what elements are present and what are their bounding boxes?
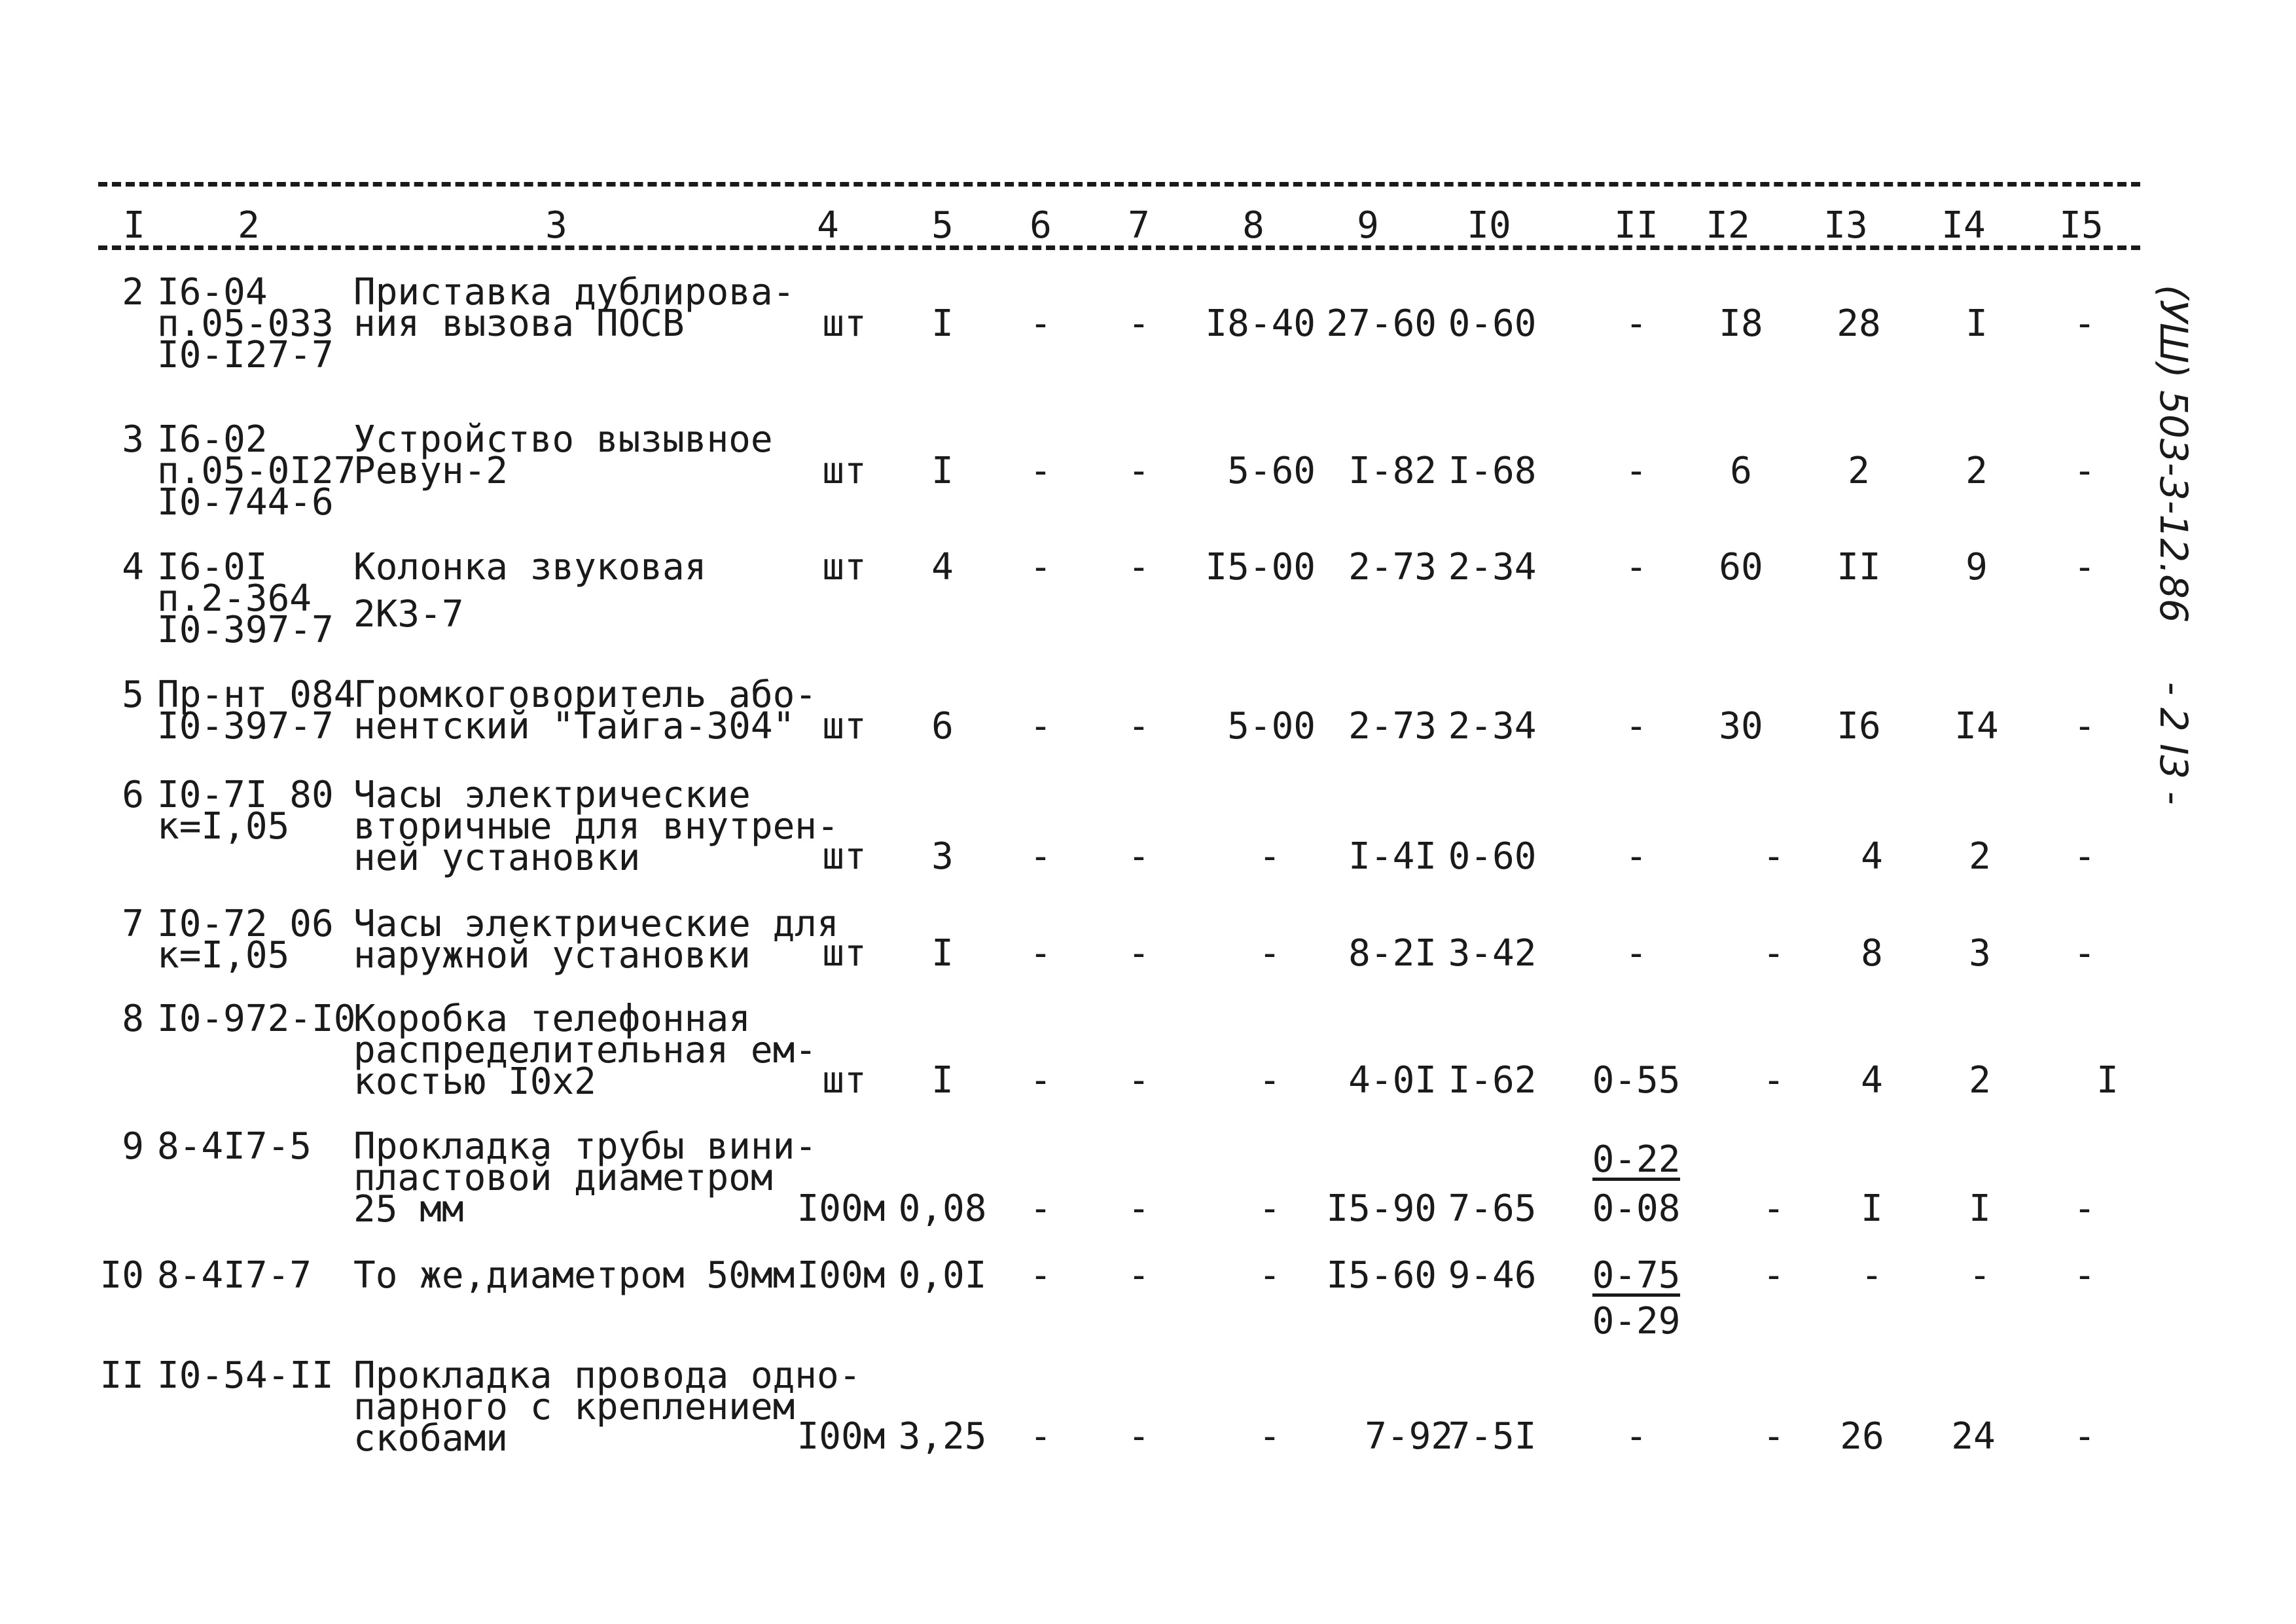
col7-cell: - bbox=[1128, 705, 1150, 748]
price-code: I0-744-6 bbox=[157, 481, 334, 524]
col11-fraction-bottom: 0-08 bbox=[1592, 1187, 1681, 1230]
col9-cell: I5-60 bbox=[1326, 1254, 1437, 1297]
price-code: 8-4I7-7 bbox=[157, 1254, 312, 1297]
header-col-13: I3 bbox=[1823, 204, 1868, 247]
unit-cell: шт bbox=[822, 932, 867, 975]
col6-cell: - bbox=[1030, 1254, 1052, 1297]
unit-cell: шт bbox=[822, 450, 867, 492]
header-col-15: I5 bbox=[2059, 204, 2104, 247]
col10-cell: 0-60 bbox=[1448, 302, 1537, 345]
col8-cell: - bbox=[1259, 932, 1281, 975]
col6-cell: - bbox=[1030, 1059, 1052, 1102]
qty-cell: I bbox=[931, 1059, 954, 1102]
col11-cell: - bbox=[1625, 546, 1647, 588]
col12-cell: - bbox=[1763, 1415, 1785, 1458]
price-code: I0-7I 80 bbox=[157, 774, 334, 816]
qty-cell: 4 bbox=[931, 546, 954, 588]
col14-cell: 3 bbox=[1969, 932, 1991, 975]
item-name: 25 мм bbox=[353, 1188, 464, 1231]
price-code: I6-04 bbox=[157, 271, 268, 314]
header-col-11: II bbox=[1614, 204, 1659, 247]
header-col-1: I bbox=[123, 204, 145, 247]
header-col-3: 3 bbox=[545, 204, 567, 247]
item-name: распределительная ем- bbox=[353, 1029, 817, 1072]
col9-cell: 7-92 bbox=[1365, 1415, 1453, 1458]
col7-cell: - bbox=[1128, 450, 1150, 492]
qty-cell: I bbox=[931, 450, 954, 492]
col15-cell: I bbox=[2096, 1059, 2119, 1102]
col8-cell: - bbox=[1259, 1059, 1281, 1102]
item-name: Часы электрические для bbox=[353, 903, 839, 945]
price-code: п.2-364 bbox=[157, 577, 312, 620]
col13-cell: 28 bbox=[1837, 302, 1881, 345]
col6-cell: - bbox=[1030, 450, 1052, 492]
col13-cell: 4 bbox=[1861, 1059, 1883, 1102]
row-number: 2 bbox=[122, 271, 144, 314]
item-name: Прокладка провода одно- bbox=[353, 1354, 861, 1397]
col7-cell: - bbox=[1128, 1415, 1150, 1458]
col10-cell: 0-60 bbox=[1448, 835, 1537, 878]
col11-fraction-top bbox=[1571, 1254, 1702, 1297]
col8-cell: 5-00 bbox=[1227, 705, 1316, 748]
header-col-6: 6 bbox=[1030, 204, 1052, 247]
col6-cell: - bbox=[1030, 705, 1052, 748]
header-col-5: 5 bbox=[931, 204, 954, 247]
col8-cell: - bbox=[1259, 835, 1281, 878]
col13-cell: 2 bbox=[1848, 450, 1870, 492]
col6-cell: - bbox=[1030, 546, 1052, 588]
item-name: Прокладка трубы вини- bbox=[353, 1125, 817, 1168]
col9-cell: 2-73 bbox=[1348, 705, 1437, 748]
price-code: к=I,05 bbox=[157, 805, 290, 848]
col6-cell: - bbox=[1030, 302, 1052, 345]
col11-numerator: 0-75 bbox=[1592, 1254, 1681, 1297]
col8-cell: - bbox=[1259, 1415, 1281, 1458]
row-number: 4 bbox=[122, 546, 144, 588]
header-col-8: 8 bbox=[1242, 204, 1265, 247]
col13-cell: 26 bbox=[1840, 1415, 1884, 1458]
col12-cell: - bbox=[1763, 1187, 1785, 1230]
col6-cell: - bbox=[1030, 1187, 1052, 1230]
col14-cell: 24 bbox=[1951, 1415, 1996, 1458]
item-name: То же,диаметром 50мм bbox=[353, 1254, 795, 1297]
col12-cell: 60 bbox=[1719, 546, 1763, 588]
row-number: 7 bbox=[122, 903, 144, 945]
unit-cell: шт bbox=[822, 705, 867, 748]
row-number: I0 bbox=[99, 1254, 144, 1297]
col13-cell: II bbox=[1837, 546, 1881, 588]
col15-cell: - bbox=[2073, 1415, 2096, 1458]
col13-cell: - bbox=[1861, 1254, 1883, 1297]
item-name: нентский "Тайга-304" bbox=[353, 705, 795, 748]
col7-cell: - bbox=[1128, 546, 1150, 588]
row-number: II bbox=[99, 1354, 144, 1397]
price-code: I0-397-7 bbox=[157, 609, 334, 651]
price-code: I0-54-II bbox=[157, 1354, 334, 1397]
row-number: 5 bbox=[122, 674, 144, 716]
col8-cell: I5-00 bbox=[1205, 546, 1316, 588]
col15-cell: - bbox=[2073, 835, 2096, 878]
item-name: 2КЗ-7 bbox=[353, 593, 464, 636]
col11-numerator: 0-22 bbox=[1592, 1138, 1681, 1181]
col15-cell: - bbox=[2073, 450, 2096, 492]
item-name: Приставка дублирова- bbox=[353, 271, 795, 314]
col9-cell: 27-60 bbox=[1326, 302, 1437, 345]
col14-cell: 9 bbox=[1965, 546, 1988, 588]
col11-cell: - bbox=[1625, 450, 1647, 492]
col11-cell: - bbox=[1625, 705, 1647, 748]
col14-cell: 2 bbox=[1969, 835, 1991, 878]
item-name: Колонка звуковая bbox=[353, 546, 707, 588]
col15-cell: - bbox=[2073, 1187, 2096, 1230]
col11-fraction-top bbox=[1571, 1138, 1702, 1181]
col15-cell: - bbox=[2073, 1254, 2096, 1297]
col6-cell: - bbox=[1030, 932, 1052, 975]
qty-cell: I bbox=[931, 302, 954, 345]
col12-cell: - bbox=[1763, 1254, 1785, 1297]
col7-cell: - bbox=[1128, 1059, 1150, 1102]
col12-cell: 6 bbox=[1730, 450, 1752, 492]
col8-cell: I8-40 bbox=[1205, 302, 1316, 345]
col14-cell: 2 bbox=[1965, 450, 1988, 492]
col7-cell: - bbox=[1128, 1254, 1150, 1297]
header-col-12: I2 bbox=[1706, 204, 1750, 247]
col9-cell: 2-73 bbox=[1348, 546, 1437, 588]
header-top-rule bbox=[98, 182, 2140, 187]
col10-cell: I-62 bbox=[1448, 1059, 1537, 1102]
item-name: Устройство вызывное bbox=[353, 418, 773, 461]
col14-cell: 2 bbox=[1969, 1059, 1991, 1102]
item-name: Коробка телефонная bbox=[353, 998, 751, 1040]
item-name: парного с креплением bbox=[353, 1386, 795, 1428]
price-code: I0-I27-7 bbox=[157, 334, 334, 376]
qty-cell: 0,0I bbox=[898, 1254, 987, 1297]
unit-cell: I00м bbox=[797, 1187, 886, 1230]
qty-cell: 6 bbox=[931, 705, 954, 748]
qty-cell: 3,25 bbox=[898, 1415, 987, 1458]
item-name: Часы электрические bbox=[353, 774, 751, 816]
col10-cell: 3-42 bbox=[1448, 932, 1537, 975]
header-col-9: 9 bbox=[1357, 204, 1379, 247]
col9-cell: I-82 bbox=[1348, 450, 1437, 492]
col10-cell: 9-46 bbox=[1448, 1254, 1537, 1297]
col13-cell: 8 bbox=[1861, 932, 1883, 975]
col11-cell: - bbox=[1625, 302, 1647, 345]
col13-cell: 4 bbox=[1861, 835, 1883, 878]
item-name: вторичные для внутрен- bbox=[353, 805, 839, 848]
col12-cell: - bbox=[1763, 932, 1785, 975]
price-code: I0-72 06 bbox=[157, 903, 334, 945]
col6-cell: - bbox=[1030, 1415, 1052, 1458]
col7-cell: - bbox=[1128, 302, 1150, 345]
document-code: (УШ) 503-3-12.86 bbox=[2151, 285, 2196, 623]
unit-cell: I00м bbox=[797, 1254, 886, 1297]
item-name: ней установки bbox=[353, 837, 641, 879]
col14-cell: - bbox=[1969, 1254, 1991, 1297]
item-name: скобами bbox=[353, 1417, 509, 1460]
col12-cell: I8 bbox=[1719, 302, 1763, 345]
col8-cell: - bbox=[1259, 1254, 1281, 1297]
header-col-4: 4 bbox=[817, 204, 839, 247]
col7-cell: - bbox=[1128, 1187, 1150, 1230]
col8-cell: 5-60 bbox=[1227, 450, 1316, 492]
price-code: п.05-033 bbox=[157, 302, 334, 345]
col11-cell: - bbox=[1625, 1415, 1647, 1458]
col7-cell: - bbox=[1128, 835, 1150, 878]
item-name: наружной установки bbox=[353, 934, 751, 977]
qty-cell: 3 bbox=[931, 835, 954, 878]
price-code: I6-0I bbox=[157, 546, 268, 588]
col11-cell: - bbox=[1625, 835, 1647, 878]
item-name: костью I0x2 bbox=[353, 1060, 596, 1103]
col14-cell: I4 bbox=[1954, 705, 1999, 748]
col11-cell: 0-55 bbox=[1592, 1059, 1681, 1102]
col9-cell: 4-0I bbox=[1348, 1059, 1437, 1102]
col12-cell: 30 bbox=[1719, 705, 1763, 748]
header-col-7: 7 bbox=[1128, 204, 1150, 247]
row-number: 6 bbox=[122, 774, 144, 816]
col11-fraction-bottom: 0-29 bbox=[1592, 1300, 1681, 1343]
col10-cell: I-68 bbox=[1448, 450, 1537, 492]
col9-cell: I-4I bbox=[1348, 835, 1437, 878]
col7-cell: - bbox=[1128, 932, 1150, 975]
item-name: Громкоговоритель або- bbox=[353, 674, 817, 716]
header-col-10: I0 bbox=[1467, 204, 1511, 247]
col10-cell: 2-34 bbox=[1448, 546, 1537, 588]
col9-cell: I5-90 bbox=[1326, 1187, 1437, 1230]
col14-cell: I bbox=[1965, 302, 1988, 345]
header-col-2: 2 bbox=[238, 204, 260, 247]
unit-cell: I00м bbox=[797, 1415, 886, 1458]
unit-cell: шт bbox=[822, 1059, 867, 1102]
col13-cell: I bbox=[1861, 1187, 1883, 1230]
row-number: 8 bbox=[122, 998, 144, 1040]
col6-cell: - bbox=[1030, 835, 1052, 878]
price-code: к=I,05 bbox=[157, 934, 290, 977]
col14-cell: I bbox=[1969, 1187, 1991, 1230]
row-number: 9 bbox=[122, 1125, 144, 1168]
col8-cell: - bbox=[1259, 1187, 1281, 1230]
page-number: - 2 I3 - bbox=[2151, 681, 2196, 805]
col10-cell: 2-34 bbox=[1448, 705, 1537, 748]
unit-cell: шт bbox=[822, 302, 867, 345]
item-name: ния вызова ПОСВ bbox=[353, 302, 685, 345]
col15-cell: - bbox=[2073, 705, 2096, 748]
col9-cell: 8-2I bbox=[1348, 932, 1437, 975]
price-code: Пр-нт 084 bbox=[157, 674, 356, 716]
price-code: I6-02 bbox=[157, 418, 268, 461]
col15-cell: - bbox=[2073, 546, 2096, 588]
row-number: 3 bbox=[122, 418, 144, 461]
price-code: I0-972-I0 bbox=[157, 998, 356, 1040]
col12-cell: - bbox=[1763, 1059, 1785, 1102]
header-col-14: I4 bbox=[1941, 204, 1986, 247]
col15-cell: - bbox=[2073, 302, 2096, 345]
price-code: I0-397-7 bbox=[157, 705, 334, 748]
price-code: 8-4I7-5 bbox=[157, 1125, 312, 1168]
unit-cell: шт bbox=[822, 546, 867, 588]
qty-cell: I bbox=[931, 932, 954, 975]
col11-cell: - bbox=[1625, 932, 1647, 975]
col10-cell: 7-65 bbox=[1448, 1187, 1537, 1230]
col15-cell: - bbox=[2073, 932, 2096, 975]
unit-cell: шт bbox=[822, 835, 867, 878]
qty-cell: 0,08 bbox=[898, 1187, 987, 1230]
col10-cell: 7-5I bbox=[1448, 1415, 1537, 1458]
price-code: п.05-0I27 bbox=[157, 450, 356, 492]
col13-cell: I6 bbox=[1837, 705, 1881, 748]
item-name: пластовой диаметром bbox=[353, 1157, 773, 1199]
item-name: Ревун-2 bbox=[353, 450, 509, 492]
col12-cell: - bbox=[1763, 835, 1785, 878]
